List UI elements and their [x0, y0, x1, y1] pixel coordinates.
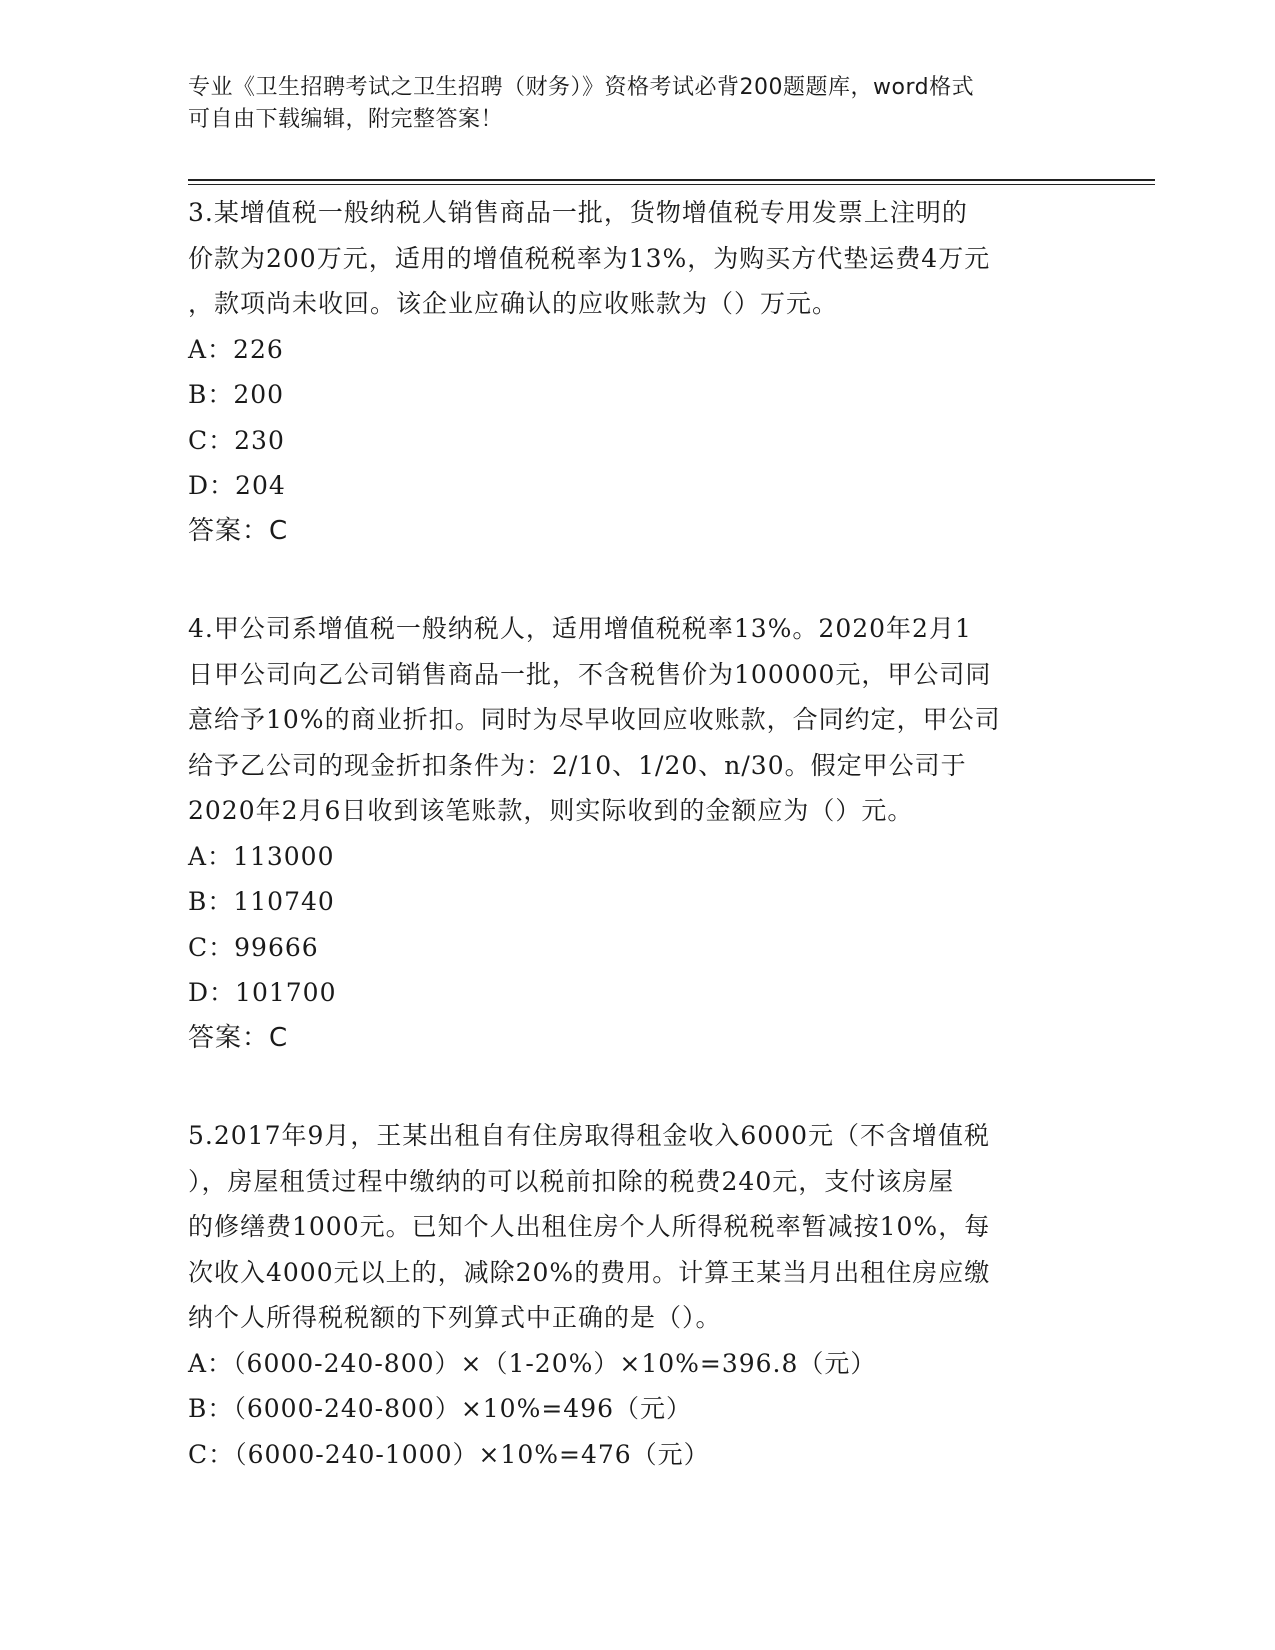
stem-line: 意给予10%的商业折扣。同时为尽早收回应收账款，合同约定，甲公司 — [188, 705, 1001, 734]
document-header — [188, 72, 1068, 136]
stem-line: 3.某增值税一般纳税人销售商品一批，货物增值税专用发票上注明的 — [188, 198, 968, 227]
stem-line: 次收入4000元以上的，减除20%的费用。计算王某当月出租住房应缴 — [188, 1257, 991, 1287]
header-line-1: 专业《卫生招聘考试之卫生招聘（财务）》资格考试必背200题题库，word格式 — [188, 75, 975, 100]
question-spacer — [188, 1061, 1088, 1113]
option-b: B：（6000-240-800）×10%=496（元） — [188, 1394, 693, 1423]
answer: 答案：C — [188, 515, 289, 546]
question-list — [188, 190, 1088, 1477]
question-stem — [188, 190, 1088, 327]
option-a: A：226 — [188, 334, 284, 364]
stem-line: 的修缮费1000元。已知个人出租住房个人所得税税率暂减按10%，每 — [188, 1212, 991, 1241]
stem-line: 4.甲公司系增值税一般纳税人，适用增值税税率13%。2020年2月1 — [188, 614, 972, 643]
answer: 答案：C — [188, 1022, 289, 1053]
question-stem — [188, 606, 1088, 834]
option-a: A：113000 — [188, 841, 335, 871]
option-b: B：110740 — [188, 887, 335, 916]
stem-line: 日甲公司向乙公司销售商品一批，不含税售价为100000元，甲公司同 — [188, 659, 992, 689]
option-a: A：（6000-240-800）×（1-20%）×10%=396.8（元） — [188, 1348, 877, 1378]
stem-line: 价款为200万元，适用的增值税税率为13%，为购买方代垫运费4万元 — [188, 243, 991, 273]
stem-line: 2020年2月6日收到该笔账款，则实际收到的金额应为（）元。 — [188, 796, 914, 825]
header-divider-thick — [188, 179, 1155, 181]
stem-line: ），房屋租赁过程中缴纳的可以税前扣除的税费240元，支付该房屋 — [188, 1166, 955, 1196]
option-d: D：101700 — [188, 978, 337, 1007]
header-divider-thin — [188, 184, 1155, 185]
option-d: D：204 — [188, 471, 286, 500]
option-c: C：（6000-240-1000）×10%=476（元） — [188, 1439, 710, 1469]
question-3 — [188, 190, 1088, 554]
question-5 — [188, 1113, 1088, 1477]
question-4 — [188, 606, 1088, 1061]
option-c: C：99666 — [188, 932, 319, 962]
option-c: C：230 — [188, 425, 285, 455]
question-spacer — [188, 554, 1088, 606]
stem-line: 给予乙公司的现金折扣条件为：2/10、1/20、n/30。假定甲公司于 — [188, 750, 967, 780]
stem-line: 纳个人所得税税额的下列算式中正确的是（）。 — [188, 1303, 722, 1332]
option-b: B：200 — [188, 380, 285, 409]
stem-line: ，款项尚未收回。该企业应确认的应收账款为（）万元。 — [188, 289, 839, 318]
question-stem — [188, 1113, 1088, 1341]
stem-line: 5.2017年9月，王某出租自有住房取得租金收入6000元（不含增值税 — [188, 1121, 991, 1150]
header-line-2: 可自由下载编辑，附完整答案！ — [188, 107, 504, 132]
